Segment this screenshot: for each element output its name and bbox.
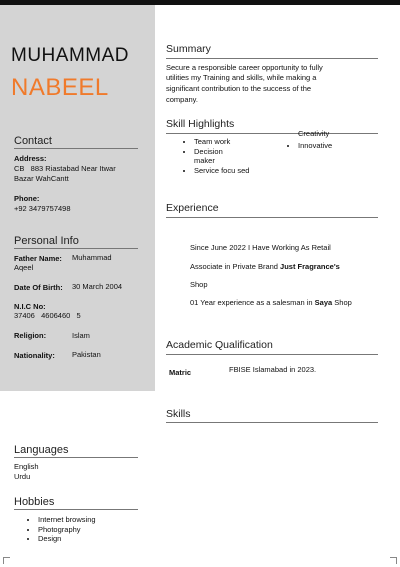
hobby-item: • Internet browsing [38,515,98,525]
father-name-label: Father Name: [14,254,62,263]
experience-line [190,262,340,272]
corner-mark [3,557,10,564]
summary-line: utilities my Training and skills, while making a [166,73,317,82]
hobbies-heading: Hobbies [14,496,55,508]
academic-heading: Academic Qualification [166,339,273,351]
experience-brand: Just Fragrance's [280,262,340,271]
corner-mark [390,557,397,564]
contact-divider [14,148,138,149]
skill-item: • Team work [194,137,280,147]
summary-line: Secure a responsible career opportunity to fully [166,63,323,72]
hobby-item: • Design [38,534,124,544]
summary-line: significant contribution to the success of the [166,84,312,93]
hobby-item: • Photography [38,525,124,535]
father-name-value-cont: Aqeel [14,263,34,272]
hobbies-list [14,515,124,544]
experience-line: Shop [190,280,208,289]
address-label: Address: [14,154,47,163]
phone-value: +92 3479757498 [14,204,71,213]
languages-heading: Languages [14,444,69,456]
experience-text: 01 Year experience as a salesman in [190,298,315,307]
language-item: Urdu [14,472,31,481]
religion-value: Islam [72,331,90,340]
skill-item: • Service focu sed [194,166,250,176]
experience-text: Shop [332,298,352,307]
summary-line: company. [166,95,198,104]
skill-list-col1 [170,137,280,175]
last-name: NABEEL [11,74,109,101]
hobbies-divider [14,509,138,510]
phone-label: Phone: [14,194,40,203]
skill-item: • Innovative [298,141,374,151]
personal-info-heading: Personal Info [14,235,79,247]
experience-text: Associate in Private Brand [190,262,281,271]
skill-highlights-divider [166,133,378,134]
languages-divider [14,457,138,458]
nic-label: N.I.C No: [14,302,46,311]
summary-divider [166,58,378,59]
skills-divider [166,422,378,423]
nic-value: 37406 4606460 5 [14,311,81,320]
skill-highlights-heading: Skill Highlights [166,118,235,130]
skills-heading: Skills [166,408,191,420]
religion-label: Religion: [14,331,47,340]
address-line1: CB 883 Riastabad Near Itwar [14,164,116,173]
nationality-value: Pakistan [72,350,101,359]
dob-label: Date Of Birth: [14,283,63,292]
academic-divider [166,354,378,355]
father-name-value: Muhammad [72,253,112,262]
personal-info-divider [14,248,138,249]
contact-heading: Contact [14,135,52,147]
dob-value: 30 March 2004 [72,282,123,291]
experience-line: Since June 2022 I Have Working As Retail [190,243,331,252]
nationality-label: Nationality: [14,351,55,360]
experience-shop: Saya [314,298,333,307]
skill-item: • Decision maker [194,147,234,166]
skill-list-col2 [284,141,374,151]
experience-divider [166,217,378,218]
academic-label: Matric [169,368,192,377]
experience-line [190,298,352,308]
summary-heading: Summary [166,43,211,55]
first-name: MUHAMMAD [11,45,129,66]
language-item: English [14,462,39,471]
skill-item: Creativity [298,129,330,138]
academic-value: FBISE Islamabad in 2023. [229,365,317,374]
experience-heading: Experience [166,202,219,214]
address-line2: Bazar WahCantt [14,174,69,183]
